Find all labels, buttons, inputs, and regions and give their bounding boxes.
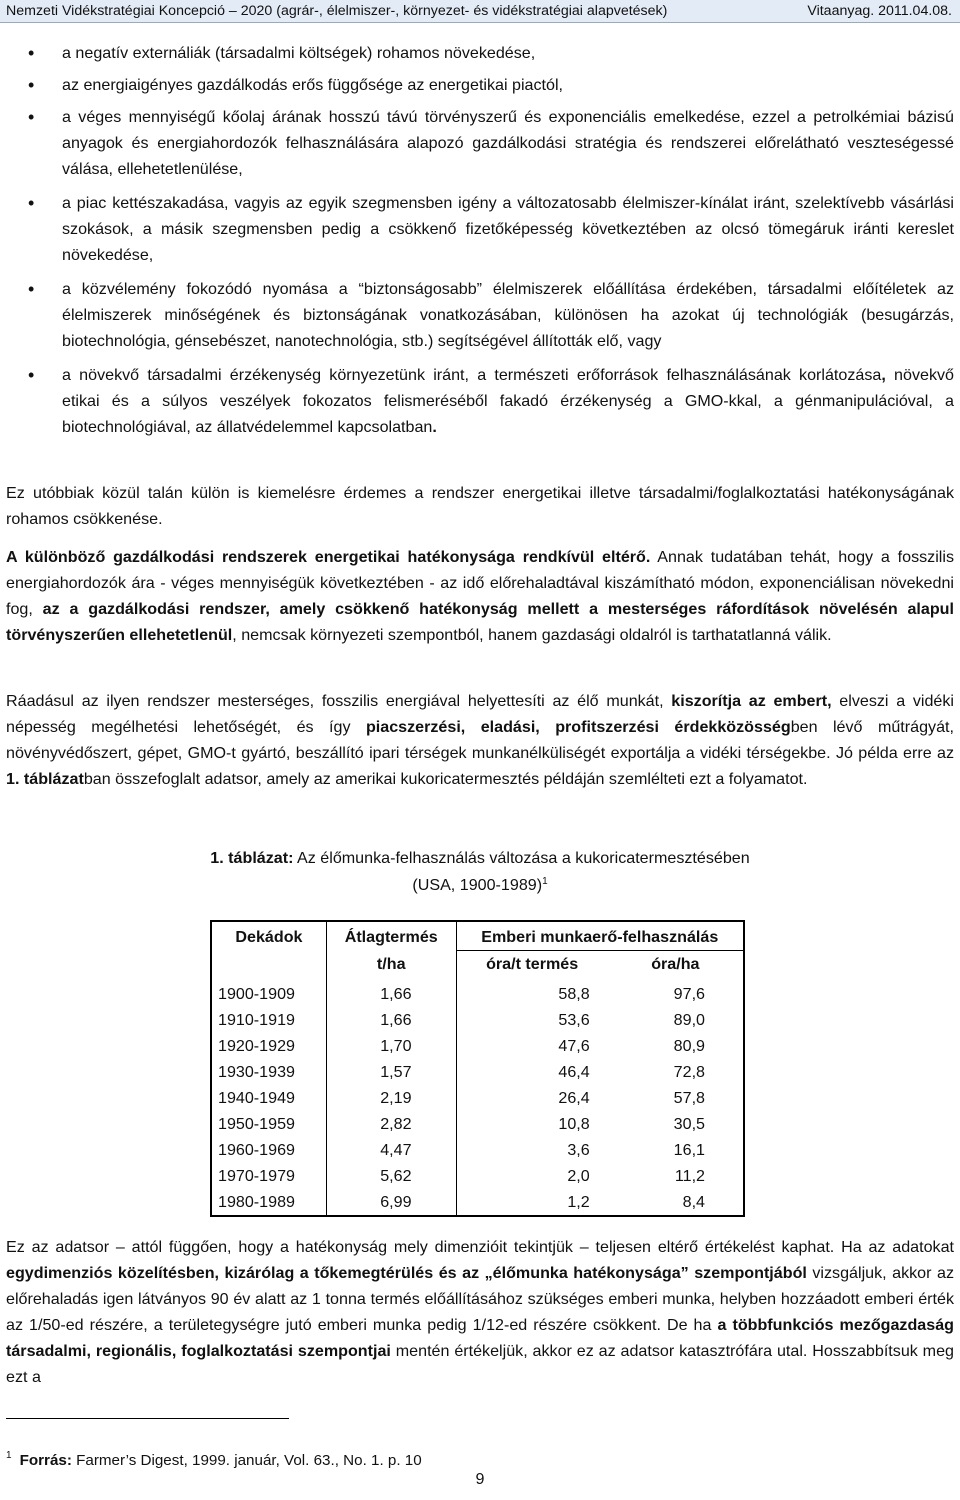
value-cell: 2,82 xyxy=(326,1111,456,1137)
col-header-hours-per-ha: óra/ha xyxy=(608,951,744,978)
bullet-item: • a véges mennyiségű kőolaj árának hosszú távú törvényszerű és exponenciális emelkedése, ezzel a petrolkémiai bázisú anyagok és energiahordozók felhasználására alapozó gazdálkodási stratégia és rendszerei előrelátható veszteségessé válása, ellehetetlenülése, xyxy=(28,104,954,182)
decade-cell: 1970-1979 xyxy=(218,1167,295,1185)
page-header xyxy=(0,0,960,23)
table-row xyxy=(211,1137,744,1163)
table-row xyxy=(211,1007,744,1033)
table-row xyxy=(211,1085,744,1111)
table-row xyxy=(211,977,744,1007)
header-draft-date: Vitaanyag. 2011.04.08. xyxy=(807,3,952,19)
col-header-hours-per-ton: óra/t termés xyxy=(456,951,608,978)
paragraph: Ez az adatsor – attól függően, hogy a hatékonyság mely dimenzióit tekintjük – teljesen eltérő értékelést kaphat. Ha az adatokat egydimenziós közelítésben, kizárólag a tőkemegtérülés és az „élőmunka hatékonysága” szempontjából vizsgáljuk, akkor az előrehaladás igen látványos 90 év alatt az 1 tonna termés előállításához szükséges emberi munka, helyben hozzáadott emberi érték az 1/50-ed részére, a területegységre jutó emberi munka pedig 1/12-ed részére csökkent. De ha a többfunkciós mezőgazdaság társadalmi, regionális, foglalkoztatási szempontjai mentén értékeljük, akkor ez az adatsor katasztrófára utal. Hosszabbítsuk meg ezt a xyxy=(6,1238,954,1386)
value-cell: 1,70 xyxy=(326,1033,456,1059)
bullet-item: • a negatív externáliák (társadalmi költségek) rohamos növekedése, xyxy=(28,40,954,66)
value-cell: 3,6 xyxy=(456,1137,608,1163)
paragraph: Ez utóbbiak közül talán külön is kiemelésre érdemes a rendszer energetikai illetve társadalmi/foglalkoztatási hatékonyságának rohamos csökkenése. xyxy=(6,484,954,528)
table-row xyxy=(211,1033,744,1059)
decade-cell: 1960-1969 xyxy=(218,1141,295,1159)
value-cell: 58,8 xyxy=(456,977,608,1007)
value-cell: 89,0 xyxy=(673,1011,705,1029)
decade-cell: 1980-1989 xyxy=(218,1193,295,1211)
table-caption xyxy=(0,845,960,899)
col-header-yield-unit: t/ha xyxy=(326,951,456,978)
value-cell: 6,99 xyxy=(326,1189,456,1216)
value-cell: 10,8 xyxy=(456,1111,608,1137)
value-cell: 47,6 xyxy=(456,1033,608,1059)
bullet-item: • az energiaigényes gazdálkodás erős függősége az energetikai piactól, xyxy=(28,72,954,98)
value-cell: 8,4 xyxy=(682,1193,705,1211)
value-cell: 1,66 xyxy=(326,1007,456,1033)
caption-line-1: 1. táblázat: Az élőmunka-felhasználás változása a kukoricatermesztésében xyxy=(210,849,750,867)
decade-cell: 1930-1939 xyxy=(218,1063,295,1081)
col-header-decades: Dekádok xyxy=(235,928,303,946)
labor-table xyxy=(210,920,745,1217)
bullet-item: • a közvélemény fokozódó nyomása a “biztonságosabb” élelmiszerek előállítása érdekében, társadalmi előítéletek az élelmiszerek minőségének és biztonságának vonatkozásában, különösen ha azokat új technológiák (besugárzás, biotechnológia, génsebészet, nanotechnológia, stb.) segítségével állították elő, vagy xyxy=(28,276,954,354)
value-cell: 1,66 xyxy=(326,977,456,1007)
footnote-ref: 1 xyxy=(542,876,548,887)
table-row xyxy=(211,1059,744,1085)
value-cell: 53,6 xyxy=(456,1007,608,1033)
footnote-number: 1 xyxy=(6,1450,12,1461)
paragraph: A különböző gazdálkodási rendszerek energetikai hatékonysága rendkívül eltérő. Annak tudatában tehát, hogy a fosszilis energiahordozók ára - véges mennyiségük következtében - az idő előrehaladtával kiszámítható módon, exponenciálisan növekedni fog, az a gazdálkodási rendszer, amely csökkenő hatékonyság mellett a mesterséges ráfordítások növelésén alapul törvényszerűen ellehetetlenül, nemcsak környezeti szempontból, hanem gazdasági oldalról is tarthatatlanná válik. xyxy=(6,548,954,644)
value-cell: 16,1 xyxy=(673,1141,705,1159)
decade-cell: 1910-1919 xyxy=(218,1011,295,1029)
value-cell: 1,57 xyxy=(326,1059,456,1085)
decade-cell: 1950-1959 xyxy=(218,1115,295,1133)
table-row xyxy=(211,1163,744,1189)
value-cell: 2,19 xyxy=(326,1085,456,1111)
value-cell: 46,4 xyxy=(456,1059,608,1085)
value-cell: 30,5 xyxy=(673,1115,705,1133)
bullet-item: • a piac kettészakadása, vagyis az egyik szegmensben igény a változatosabb élelmiszer-kínálat iránt, szelektívebb vásárlási szokások, a másik szegmensben pedig a csökkenő fizetőképesség következtében az olcsó tömegáruk iránti kereslet növekedése, xyxy=(28,190,954,268)
value-cell: 26,4 xyxy=(456,1085,608,1111)
value-cell: 11,2 xyxy=(674,1167,705,1185)
value-cell: 4,47 xyxy=(326,1137,456,1163)
value-cell: 97,6 xyxy=(673,985,705,1003)
decade-cell: 1900-1909 xyxy=(218,985,295,1003)
table-body xyxy=(211,977,744,1216)
decade-cell: 1940-1949 xyxy=(218,1089,295,1107)
value-cell: 1,2 xyxy=(456,1189,608,1216)
value-cell: 80,9 xyxy=(673,1037,705,1055)
col-header-yield: Átlagtermés xyxy=(326,921,456,951)
table-row xyxy=(211,1189,744,1216)
page-number: 9 xyxy=(475,1470,485,1488)
bullet-item: • a növekvő társadalmi érzékenység környezetünk iránt, a természeti erőforrások felhasználásának korlátozása, növekvő etikai és a súlyos veszélyek fokozatos felismeréséből fakadó érzékenység a GMO-kkal, a génmanipulációval, a biotechnológiával, az állatvédelemmel kapcsolatban. xyxy=(28,362,954,440)
table-row xyxy=(211,1111,744,1137)
value-cell: 5,62 xyxy=(326,1163,456,1189)
bullet-list xyxy=(28,40,954,448)
col-header-labor: Emberi munkaerő-felhasználás xyxy=(456,921,744,951)
paragraph: Ráadásul az ilyen rendszer mesterséges, fosszilis energiával helyettesíti az élő munkát, kiszorítja az embert, elveszi a vidéki népesség megélhetési lehetőségét, és így piacszerzési, eladási, profitszerzési érdekközösségben lévő műtrágyát, növényvédőszert, gépet, GMO-t gyártó, beszállító ipari térségek munkanélküliségét exportálja a vidéki térségekbe. Jó példa erre az 1. táblázatban összefoglalt adatsor, amely az amerikai kukoricatermesztés példáján szemlélteti ezt a folyamatot. xyxy=(6,692,955,788)
caption-line-2: (USA, 1900-1989)$^1$ xyxy=(412,876,548,894)
decade-cell: 1920-1929 xyxy=(218,1037,295,1055)
footnote-separator xyxy=(6,1418,289,1419)
value-cell: 57,8 xyxy=(673,1089,705,1107)
value-cell: 72,8 xyxy=(673,1063,705,1081)
value-cell: 2,0 xyxy=(456,1163,608,1189)
header-title: Nemzeti Vidékstratégiai Koncepció – 2020 (agrár-, élelmiszer-, környezet- és vidékstratégiai alapvetések) xyxy=(6,3,668,19)
footnote: $^1$ Forrás: Farmer’s Digest, 1999. január, Vol. 63., No. 1. p. 10 xyxy=(6,1450,422,1469)
